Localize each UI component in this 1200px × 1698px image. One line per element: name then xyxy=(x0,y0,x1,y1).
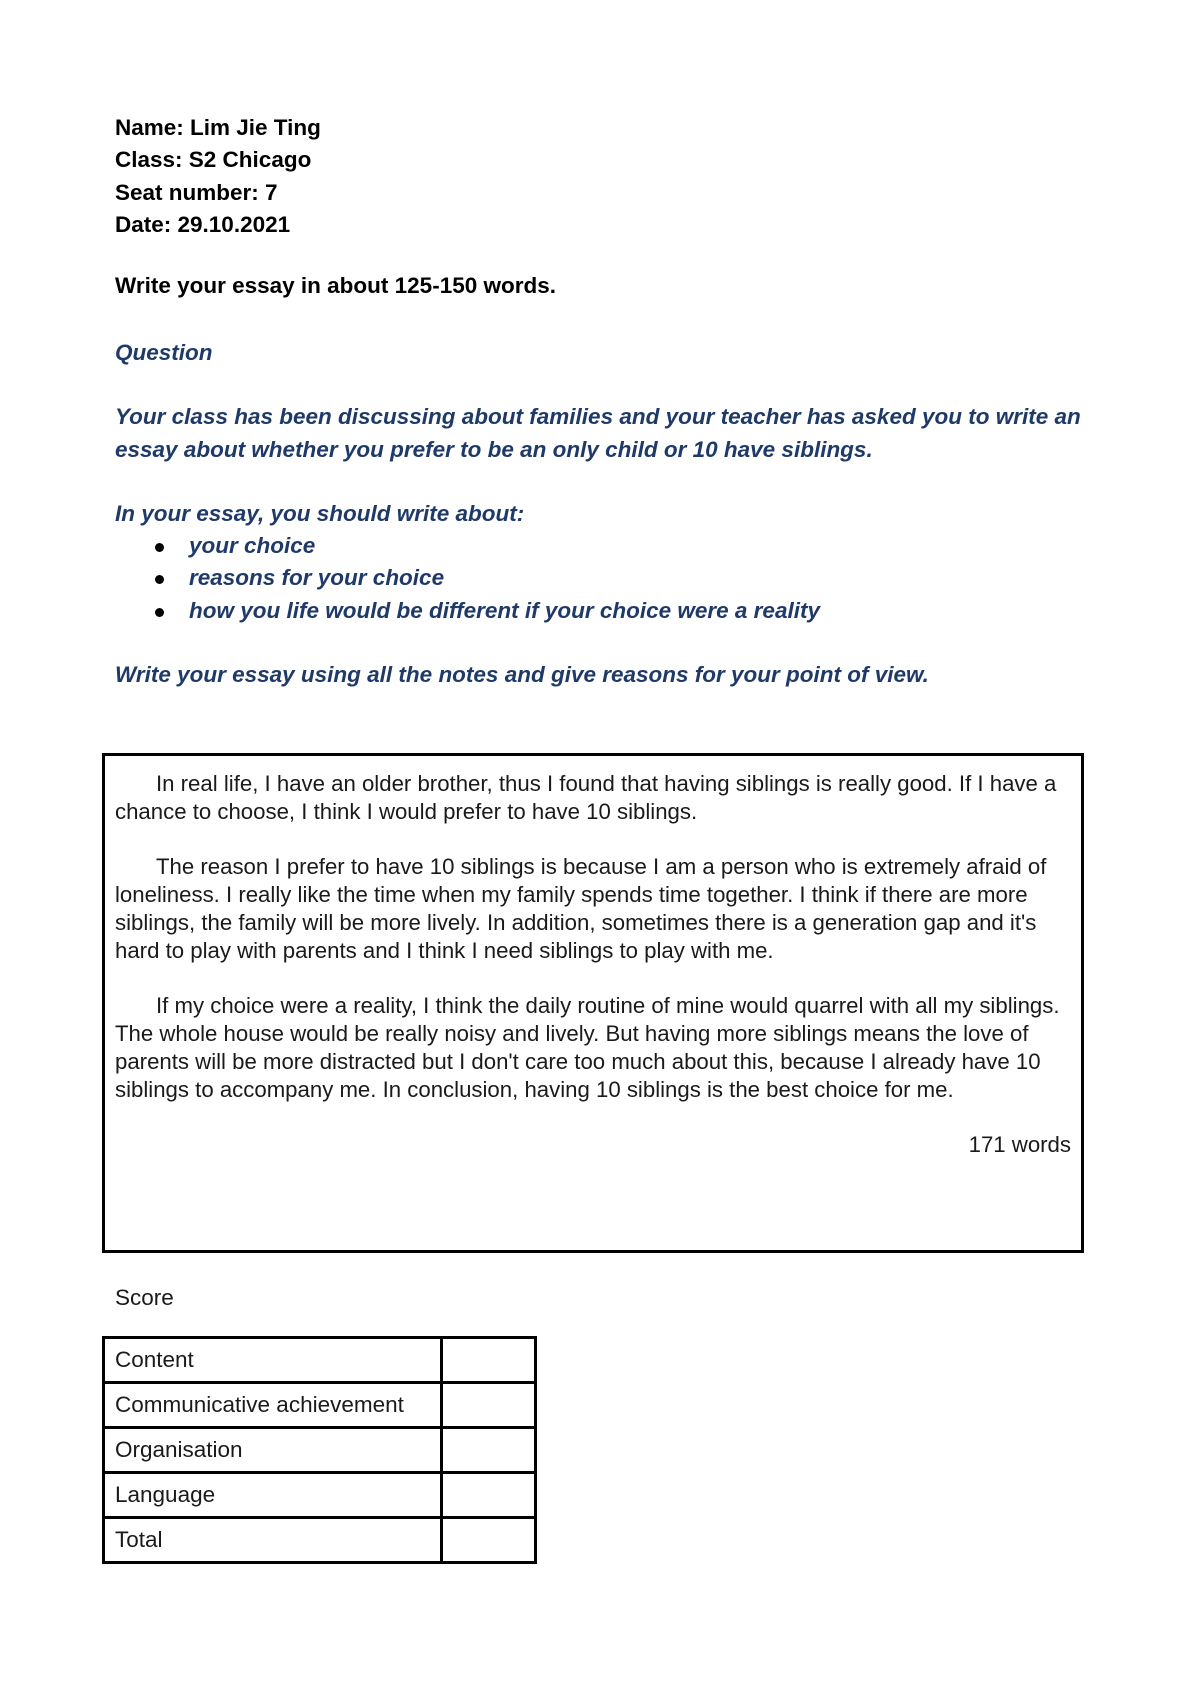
essay-instruction: Write your essay in about 125-150 words. xyxy=(115,273,556,298)
question-text: Your class has been discussing about families and your teacher has asked you to write an essay about whether you prefer to be an only child or 10 have siblings. xyxy=(115,404,1081,462)
list-item xyxy=(115,595,1105,627)
bullet-icon xyxy=(155,543,164,552)
essay-answer-box xyxy=(102,753,1084,1253)
bullet-text: reasons for your choice xyxy=(189,565,445,591)
table-row xyxy=(104,1338,536,1383)
essay-paragraph-1: In real life, I have an older brother, thus I found that having siblings is really good. If I have a chance to choose, I think I would prefer to have 10 siblings. xyxy=(115,771,1057,824)
bullet-icon xyxy=(155,575,164,584)
list-item xyxy=(115,562,1105,594)
bullet-text: your choice xyxy=(189,533,316,559)
student-info xyxy=(115,112,321,241)
table-row xyxy=(104,1473,536,1518)
table-row xyxy=(104,1383,536,1428)
date: Date: 29.10.2021 xyxy=(115,211,291,237)
score-criterion: Total xyxy=(104,1518,442,1563)
word-count: 171 words xyxy=(968,1132,1071,1157)
question-block xyxy=(115,337,1105,691)
list-item xyxy=(115,530,1105,562)
bullet-icon xyxy=(155,608,164,617)
score-table xyxy=(102,1336,537,1564)
score-value-cell[interactable] xyxy=(442,1473,536,1518)
bullet-text: how you life would be different if your choice were a reality xyxy=(189,597,820,623)
question-bullet-list xyxy=(115,530,1105,627)
question-heading: Question xyxy=(115,340,213,365)
score-criterion: Content xyxy=(104,1338,442,1383)
score-criterion: Organisation xyxy=(104,1428,442,1473)
score-label: Score xyxy=(115,1285,174,1310)
essay-paragraph-2: The reason I prefer to have 10 siblings is because I am a person who is extremely afraid of loneliness. I really like the time when my family spends time together. I think if there are more siblings, the family will be more lively. In addition, sometimes there is a generation gap and it's hard to play with parents and I think I need siblings to play with me. xyxy=(115,854,1047,963)
question-prompt: In your essay, you should write about: xyxy=(115,500,525,526)
score-value-cell[interactable] xyxy=(442,1518,536,1563)
score-value-cell[interactable] xyxy=(442,1338,536,1383)
table-row xyxy=(104,1518,536,1563)
student-class: Class: S2 Chicago xyxy=(115,147,312,173)
question-closing: Write your essay using all the notes and give reasons for your point of view. xyxy=(115,662,929,688)
student-name: Name: Lim Jie Ting xyxy=(115,115,321,140)
essay-paragraph-3: If my choice were a reality, I think the daily routine of mine would quarrel with all my siblings. The whole house would be really noisy and lively. But having more siblings means the love of parents will be more distracted but I don't care too much about this, because I already have 10 siblings to accompany me. In conclusion, having 10 siblings is the best choice for me. xyxy=(115,993,1060,1102)
seat-number: Seat number: 7 xyxy=(115,179,278,205)
score-value-cell[interactable] xyxy=(442,1383,536,1428)
score-criterion: Communicative achievement xyxy=(104,1383,442,1428)
table-row xyxy=(104,1428,536,1473)
score-criterion: Language xyxy=(104,1473,442,1518)
score-value-cell[interactable] xyxy=(442,1428,536,1473)
